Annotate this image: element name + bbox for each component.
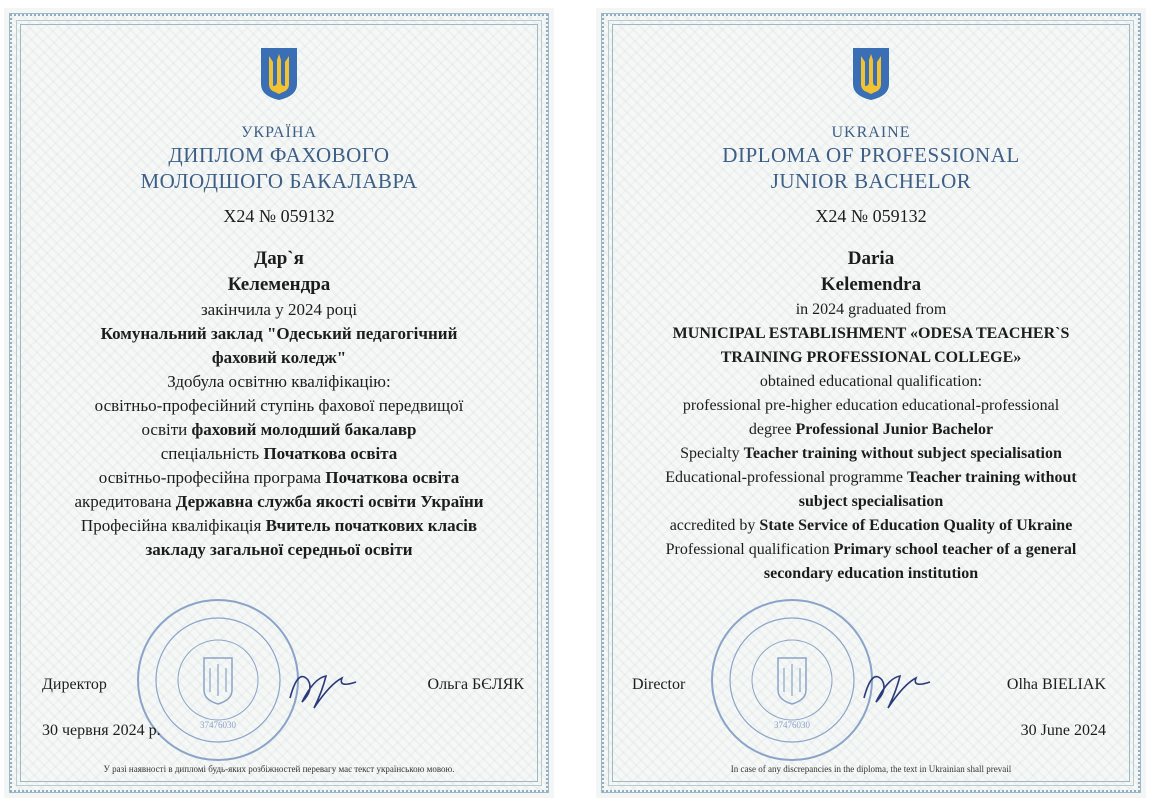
first-name: Daria xyxy=(847,248,895,269)
qualification-line-1 xyxy=(620,538,1122,562)
country-label: UKRAINE xyxy=(831,124,911,141)
qualification-line-2: закладу загальної середньої освіти xyxy=(145,540,413,559)
accredited-line xyxy=(620,514,1122,538)
specialty-value: Teacher training without subject specialisation xyxy=(743,445,1062,462)
diploma-body xyxy=(620,246,1122,586)
last-name: Келемендра xyxy=(227,274,331,295)
specialty-prefix: Specialty xyxy=(680,445,744,462)
programme-value: Початкова освіта xyxy=(325,468,460,487)
title-line-2: JUNIOR BACHELOR xyxy=(770,169,972,193)
coat-of-arms-icon xyxy=(259,46,299,102)
institution-line-2: фаховий коледж" xyxy=(211,348,347,367)
director-name: Olha BIELIAK xyxy=(1006,676,1106,693)
director-signature xyxy=(858,658,938,718)
accredited-line xyxy=(28,490,530,514)
country-label: УКРАЇНА xyxy=(241,124,317,141)
obtained-text: obtained educational qualification: xyxy=(759,373,983,390)
title-line-1: DIPLOMA OF PROFESSIONAL xyxy=(722,143,1020,167)
diploma-page-ukrainian xyxy=(4,8,554,798)
programme-prefix: освітньо-професійна програма xyxy=(98,468,326,487)
coat-of-arms-icon xyxy=(851,46,891,102)
first-name: Дар`я xyxy=(254,248,304,269)
qualification-prefix: Професійна кваліфікація xyxy=(80,516,266,535)
title-line-2: МОЛОДШОГО БАКАЛАВРА xyxy=(140,169,418,193)
serial-number: Х24 № 059132 xyxy=(223,206,335,226)
degree-value: Professional Junior Bachelor xyxy=(795,421,994,438)
svg-text:37476030: 37476030 xyxy=(774,720,810,730)
programme-value-1: Teacher training without xyxy=(906,469,1077,486)
accredited-prefix: акредитована xyxy=(74,492,176,511)
degree-prefix: освіти xyxy=(141,420,192,439)
diploma-body xyxy=(28,246,530,562)
last-name: Kelemendra xyxy=(820,274,922,295)
issue-date: 30 June 2024 xyxy=(1020,722,1106,739)
degree-line-2 xyxy=(28,418,530,442)
footer-note: In case of any discrepancies in the diploma, the text in Ukrainian shall prevail xyxy=(730,764,1012,774)
qualification-value-1: Вчитель початкових класів xyxy=(265,516,478,535)
director-title: Директор xyxy=(42,676,107,693)
serial-number: Х24 № 059132 xyxy=(815,206,927,226)
qualification-prefix: Professional qualification xyxy=(665,541,834,558)
degree-value: фаховий молодший бакалавр xyxy=(191,420,417,439)
title-line-1: ДИПЛОМ ФАХОВОГО xyxy=(168,143,390,167)
specialty-line xyxy=(28,442,530,466)
document-title xyxy=(4,142,554,194)
issue-date: 30 червня 2024 р. xyxy=(42,722,161,739)
institution-line-1: MUNICIPAL ESTABLISHMENT «ODESA TEACHER`S xyxy=(672,325,1070,342)
director-signature xyxy=(284,658,364,718)
qualification-line-1 xyxy=(28,514,530,538)
specialty-line xyxy=(620,442,1122,466)
qualification-line-2: secondary education institution xyxy=(763,565,979,582)
director-title: Director xyxy=(632,676,686,693)
graduated-text: in 2024 graduated from xyxy=(795,301,947,318)
programme-line xyxy=(28,466,530,490)
degree-prefix: degree xyxy=(748,421,796,438)
programme-prefix: Educational-professional programme xyxy=(665,469,907,486)
degree-line-2 xyxy=(620,418,1122,442)
accredited-value: State Service of Education Quality of Ukraine xyxy=(759,517,1073,534)
official-seal-stamp xyxy=(708,596,876,764)
institution-line-2: TRAINING PROFESSIONAL COLLEGE» xyxy=(720,349,1022,366)
diploma-page-english xyxy=(596,8,1146,798)
accredited-prefix: accredited by xyxy=(669,517,760,534)
director-name: Ольга БЄЛЯК xyxy=(427,676,524,693)
degree-line-1: освітньо-професійний ступінь фахової передвищої xyxy=(94,396,464,415)
programme-line-2: subject specialisation xyxy=(798,493,944,510)
footer-note: У разі наявності в дипломі будь-яких розбіжностей перевагу має текст українською мовою. xyxy=(103,764,455,774)
document-title xyxy=(596,142,1146,194)
accredited-value: Державна служба якості освіти України xyxy=(175,492,484,511)
qualification-value-1: Primary school teacher of a general xyxy=(833,541,1077,558)
programme-line-1 xyxy=(620,466,1122,490)
institution-line-1: Комунальний заклад "Одеський педагогічний xyxy=(100,324,458,343)
specialty-prefix: спеціальність xyxy=(160,444,264,463)
specialty-value: Початкова освіта xyxy=(263,444,398,463)
svg-text:37476030: 37476030 xyxy=(200,720,236,730)
obtained-text: Здобула освітню кваліфікацію: xyxy=(167,372,391,391)
graduated-text: закінчила у 2024 році xyxy=(200,300,358,319)
degree-line-1: professional pre-higher education educational-professional xyxy=(682,397,1060,414)
